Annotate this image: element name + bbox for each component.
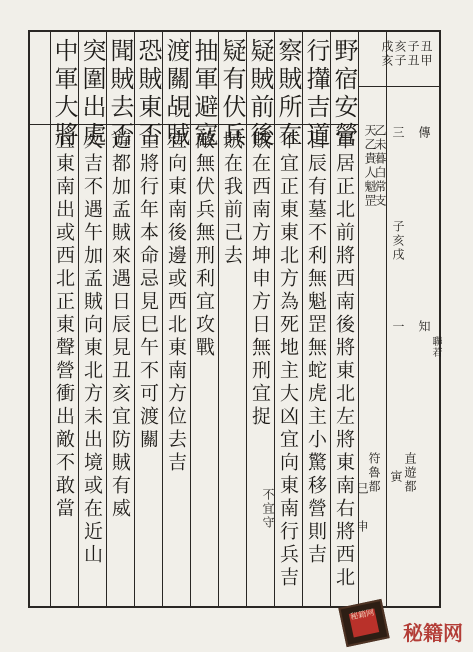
text-column: 遊都加孟賊來遇日辰見丑亥宜防賊有威 (109, 130, 131, 521)
calendar-rule (358, 86, 441, 87)
bottom-right-note: 巳 (355, 482, 369, 496)
right-note: 天乙貴人魁罡 (363, 124, 377, 208)
calendar-label: 丑甲 (419, 40, 433, 68)
calendar-label: 子丑 (406, 40, 420, 68)
text-column: 宜向東南後邊或西北東南方位去吉 (165, 130, 187, 475)
bottom-note: 不宜守 (261, 488, 275, 530)
text-column: 敵無伏兵無刑利宜攻戰 (193, 130, 215, 360)
bottom-right-note: 符魯都 (367, 452, 381, 494)
stamp-inner: 秘籍网 (349, 609, 379, 638)
text-column: 宜東南出或西北正東聲營衝出敵不敢當 (53, 130, 75, 521)
bottom-right-note: 寅 (389, 470, 403, 484)
watermark-text: 秘籍网 (403, 621, 463, 645)
right-note: 聯若 (430, 336, 441, 358)
text-column: 賊在我前己去 (221, 130, 243, 268)
bottom-right-note: 直遊都 (403, 452, 417, 494)
text-column: 大吉不遇午加孟賊向東北方未出境或在近山 (81, 130, 103, 567)
column-divider (386, 30, 387, 608)
text-column: 日辰有墓不利無魁罡無蛇虎主小驚移營則吉 (305, 130, 327, 567)
right-note: 一 (391, 320, 405, 334)
heading-cell: 疑賊前後 (246, 38, 274, 150)
heading-cell: 疑有伏兵 (218, 38, 246, 150)
right-note: 子亥戌 (391, 220, 405, 262)
heading-cell: 行攆吉道 (302, 38, 330, 150)
heading-cell: 野宿安營 (330, 38, 358, 150)
bottom-right-note: 申 (355, 520, 369, 534)
text-column: 主將行年本命忌見巳午不可渡關 (137, 130, 159, 452)
right-note: 傳 (417, 126, 431, 140)
text-column: 賊在西南方坤申方日無刑宜捉 (249, 130, 271, 429)
heading-cell: 抽軍避寇 (190, 38, 218, 150)
text-column: 不宜正東東北方為死地主大凶宜向東南行兵吉 (277, 130, 299, 590)
heading-cell: 察賊所在 (274, 38, 302, 150)
right-note: 乙未暮白常支 (373, 124, 387, 208)
library-stamp (338, 599, 389, 647)
heading-cell: 突圍出處 (78, 38, 106, 150)
heading-cell: 聞賊去否 (106, 38, 134, 150)
text-column: 軍居正北前將西南後將東北左將東南右將西北 (333, 130, 355, 590)
heading-cell: 恐賊東否 (134, 38, 162, 150)
heading-cell: 渡關覘賊 (162, 38, 190, 150)
calendar-label: 亥子 (393, 40, 407, 68)
heading-cell: 中軍大將 (50, 38, 78, 150)
right-note: 知 (417, 320, 431, 334)
calendar-label: 戌亥 (380, 40, 394, 68)
right-note: 三 (391, 126, 405, 140)
